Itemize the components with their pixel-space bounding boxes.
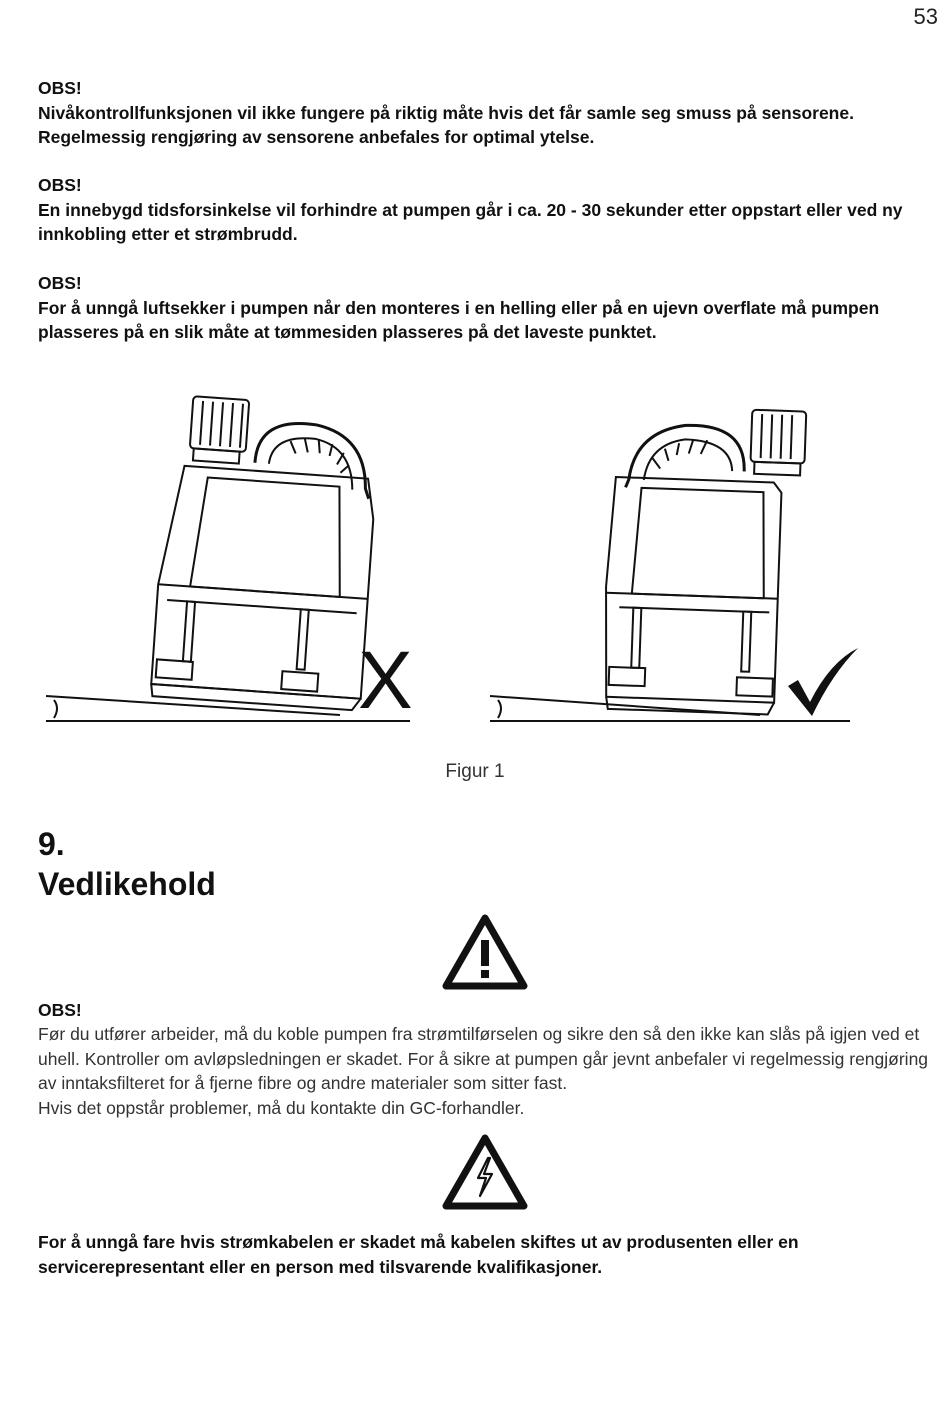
cable-warning-note: For å unngå fare hvis strømkabelen er skadet må kabelen skiftes ut av produsenten eller en servicerepresentant eller en person med tilsvarende kvalifikasjoner. (38, 1232, 799, 1277)
maintenance-paragraph: Hvis det oppstår problemer, må du kontakte din GC-forhandler. (38, 1097, 525, 1118)
warning-triangle-icon (440, 912, 530, 992)
note-label: OBS! (38, 273, 82, 293)
electric-hazard-icon (440, 1132, 530, 1212)
figure-caption: Figur 1 (445, 761, 505, 782)
note-label: OBS! (38, 175, 82, 195)
note-text: En innebygd tidsforsinkelse vil forhindre at pumpen går i ca. 20 - 30 sekunder etter oppstart eller ved ny innkobling etter et strømbrudd. (38, 199, 903, 244)
section-title: Vedlikehold (38, 866, 216, 902)
maintenance-label: OBS! (38, 1000, 82, 1020)
wrong-mark: X (358, 635, 413, 726)
note-time-delay (38, 173, 933, 247)
note-label: OBS! (38, 78, 82, 98)
section-number: 9. (38, 826, 65, 862)
note-text: Nivåkontrollfunksjonen vil ikke fungere på riktig måte hvis det får samle seg smuss på sensorene. Regelmessig rengjøring av sensorene anbefales for optimal ytelse. (38, 102, 854, 147)
pump-placement-figure (40, 390, 920, 735)
page-number: 53 (913, 4, 938, 29)
pump-wrong-placement (46, 395, 413, 726)
check-mark-icon (788, 648, 858, 716)
maintenance-paragraph: Før du utfører arbeider, må du koble pumpen fra strømtilførselen og sikre den så den ikke kan slås på igjen ved et uhell. Kontroller om avløpsledningen er skadet. For å sikre at pumpen går jevnt anbefaler vi regelmessig rengjøring av inntaksfilteret for å fjerne fibre og andre materialer som sitter fast. (38, 1024, 929, 1093)
note-text: For å unngå luftsekker i pumpen når den monteres i en helling eller på en ujevn overflate må pumpen plasseres på en slik måte at tømmesiden plasseres på det laveste punktet. (38, 297, 880, 342)
note-level-control (38, 76, 933, 150)
maintenance-text (38, 1022, 933, 1120)
pump-correct-placement (490, 405, 858, 721)
note-air-pockets (38, 271, 933, 345)
